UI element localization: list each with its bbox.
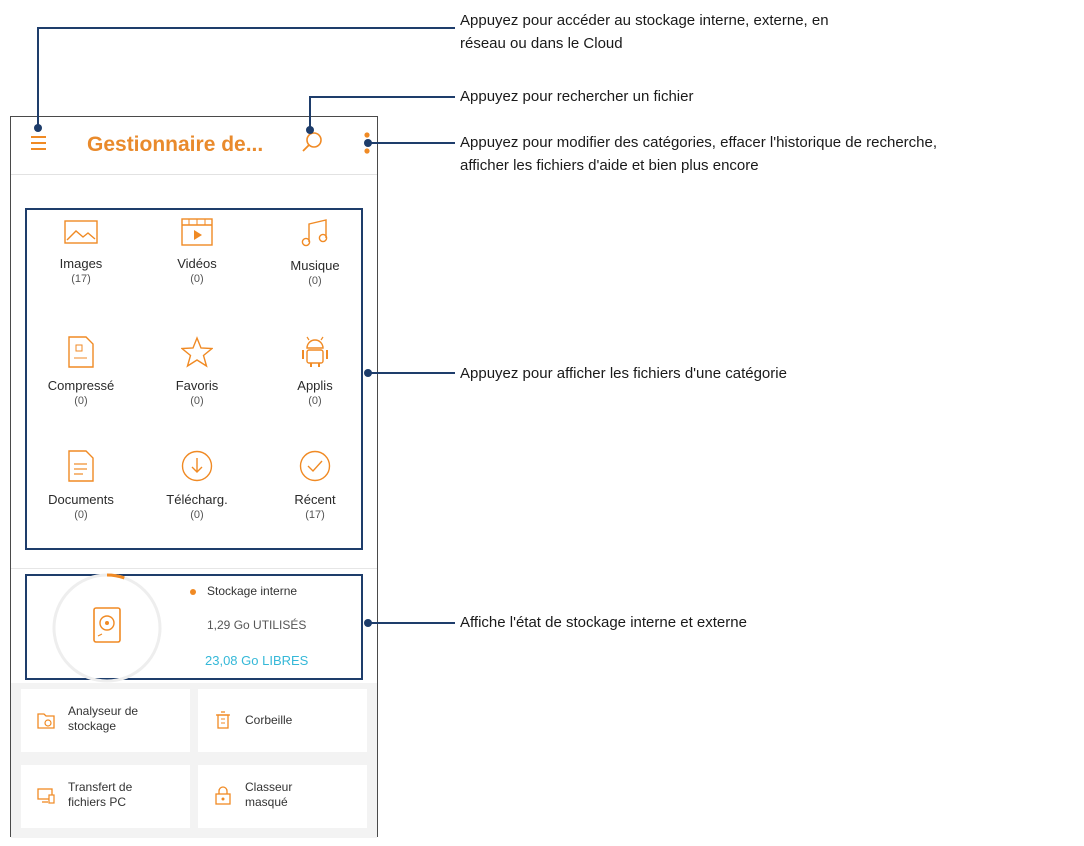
category-compressed[interactable] xyxy=(31,336,131,408)
category-count: (0) xyxy=(190,395,204,407)
category-downloads[interactable] xyxy=(147,450,247,522)
category-favorites[interactable] xyxy=(147,336,247,408)
callout-more: Appuyez pour modifier des catégories, effacer l'historique de recherche, afficher les fichiers d'aide et bien plus encore xyxy=(460,134,938,174)
callout-storage: Affiche l'état de stockage interne et externe xyxy=(460,614,747,631)
category-music[interactable] xyxy=(265,218,365,288)
category-label: Documents xyxy=(48,492,114,507)
callout-line xyxy=(368,142,455,144)
music-icon xyxy=(300,218,330,248)
storage-used: 1,29 Go UTILISÉS xyxy=(207,618,307,632)
category-recent[interactable] xyxy=(265,450,365,522)
app-title: Gestionnaire de... xyxy=(87,133,264,156)
sd-card-icon xyxy=(94,608,120,642)
document-icon xyxy=(68,450,94,482)
category-label: Vidéos xyxy=(177,256,217,271)
video-icon xyxy=(181,218,213,246)
category-count: (0) xyxy=(308,395,322,407)
callout-dot xyxy=(306,126,314,134)
callout-line xyxy=(368,622,455,624)
app-bar xyxy=(11,117,377,175)
callout-dot xyxy=(364,139,372,147)
category-label: Compressé xyxy=(47,378,115,393)
storage-free: 23,08 Go LIBRES xyxy=(205,653,309,668)
category-documents[interactable] xyxy=(31,450,131,522)
tool-label: Analyseur de stockage xyxy=(68,704,139,733)
category-images[interactable] xyxy=(31,220,131,286)
menu-icon[interactable] xyxy=(31,134,49,152)
pc-transfer-icon xyxy=(36,786,56,806)
category-count: (0) xyxy=(74,509,88,521)
category-apps[interactable] xyxy=(265,336,365,408)
android-icon xyxy=(300,336,330,368)
trash-icon xyxy=(213,710,233,730)
storage-name: Stockage interne xyxy=(207,584,298,598)
category-count: (0) xyxy=(190,273,204,285)
recent-check-icon xyxy=(299,450,331,482)
storage-analyzer-button[interactable] xyxy=(21,689,190,752)
callout-line xyxy=(368,372,455,374)
storage-card[interactable] xyxy=(25,574,363,680)
star-icon xyxy=(181,336,213,368)
category-count: (0) xyxy=(308,275,322,287)
trash-button[interactable] xyxy=(198,689,367,752)
callout-line xyxy=(309,96,455,98)
tool-label: Transfert de fichiers PC xyxy=(68,780,133,809)
image-icon xyxy=(64,220,98,246)
callout-line xyxy=(309,96,311,130)
callout-line xyxy=(37,27,39,127)
category-label: Favoris xyxy=(175,378,219,393)
category-count: (17) xyxy=(305,509,325,521)
callout-dot xyxy=(364,619,372,627)
category-label: Télécharg. xyxy=(166,492,228,507)
download-icon xyxy=(181,450,213,482)
callout-menu: Appuyez pour accéder au stockage interne, externe, en réseau ou dans le Cloud xyxy=(460,12,829,52)
category-count: (0) xyxy=(74,395,88,407)
lock-folder-icon xyxy=(213,786,233,806)
category-label: Applis xyxy=(297,378,333,393)
category-count: (17) xyxy=(71,273,91,285)
category-grid xyxy=(25,208,363,550)
pc-transfer-button[interactable] xyxy=(21,765,190,828)
phone-screen xyxy=(10,116,378,837)
callout-categories: Appuyez pour afficher les fichiers d'une catégorie xyxy=(460,365,787,382)
category-label: Récent xyxy=(294,492,336,507)
tool-label: Corbeille xyxy=(245,713,293,727)
storage-indicator-dot xyxy=(190,589,196,595)
callout-line xyxy=(37,27,455,29)
zip-file-icon xyxy=(68,336,94,368)
tools-panel xyxy=(11,683,377,838)
category-videos[interactable] xyxy=(147,218,247,286)
callout-dot xyxy=(34,124,42,132)
category-label: Musique xyxy=(290,258,340,273)
callout-dot xyxy=(364,369,372,377)
category-count: (0) xyxy=(190,509,204,521)
category-label: Images xyxy=(59,256,103,271)
storage-ring xyxy=(47,568,167,688)
tool-label: Classeur masqué xyxy=(245,780,293,809)
hidden-folder-button[interactable] xyxy=(198,765,367,828)
storage-analyzer-icon xyxy=(36,710,56,730)
search-icon[interactable] xyxy=(301,131,325,155)
callout-search: Appuyez pour rechercher un fichier xyxy=(460,88,694,105)
